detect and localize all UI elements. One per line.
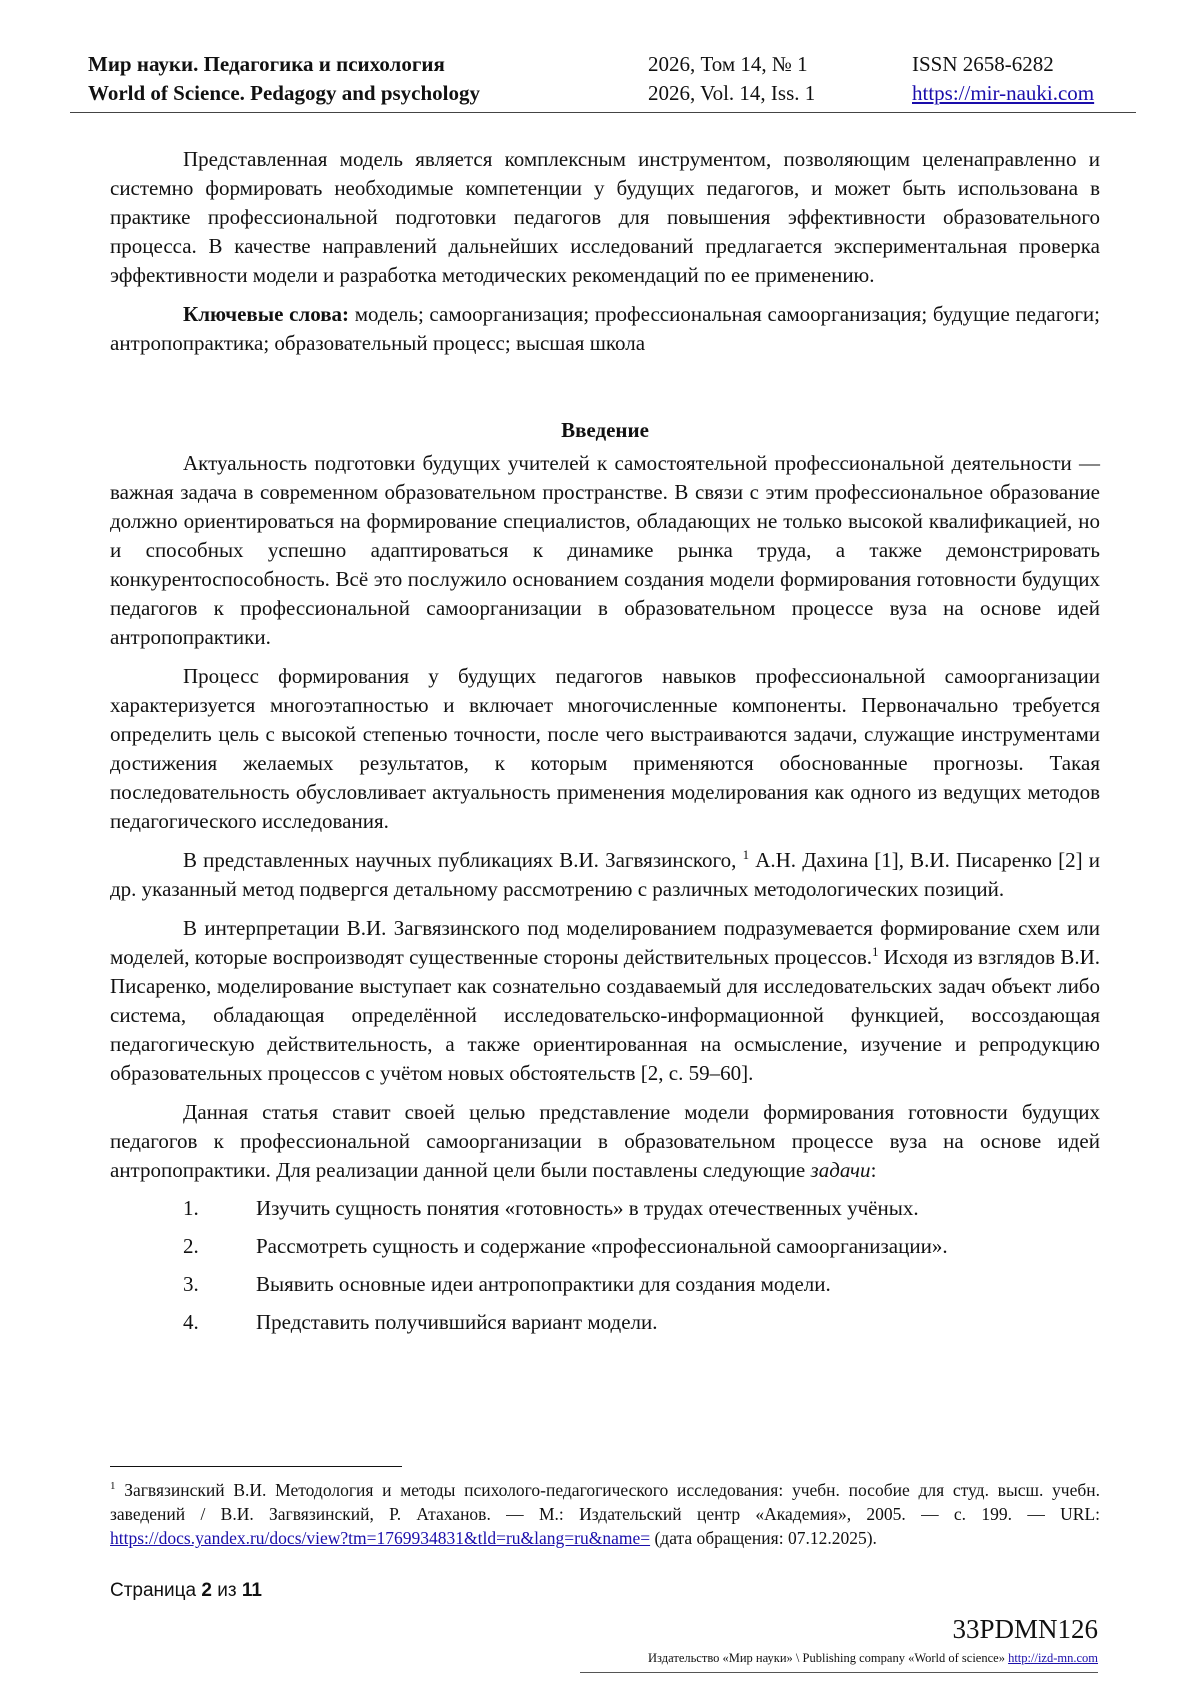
footnote-link[interactable]: https://docs.yandex.ru/docs/view?tm=1769934831&tld=ru&lang=ru&name= bbox=[110, 1528, 651, 1548]
article-body bbox=[110, 145, 1100, 1337]
issue-ru: 2026, Том 14, № 1 bbox=[648, 52, 808, 76]
publisher-line: Издательство «Мир науки» \ Publishing company «World of science» http://izd-mn.com bbox=[648, 1651, 1098, 1665]
journal-title-en: World of Science. Pedagogy and psychology bbox=[88, 81, 481, 105]
list-item-text: Выявить основные идеи антропопрактики для создания модели. bbox=[256, 1272, 831, 1296]
intro-paragraph-1: Актуальность подготовки будущих учителей к самостоятельной профессиональной деятельности — важная задача в современном образовательном пространстве. В связи с этим профессиональное образование должно ориентироваться на формирование специалистов, обладающих не только высокой квалификацией, но и способных успешно адаптироваться к динамике рынка труда, а также демонстрировать конкурентоспособность. Всё это послужило основанием создания модели формирования готовности будущих педагогов к профессиональной самоорганизации в образовательном процессе вуза на основе идей антропопрактики. bbox=[110, 451, 1100, 649]
footnote-ref[interactable]: 1 bbox=[742, 847, 750, 862]
list-item bbox=[110, 1270, 1100, 1299]
journal-site-link[interactable]: https://mir-nauki.com bbox=[912, 81, 1095, 105]
abstract-text: Представленная модель является комплексным инструментом, позволяющим целенаправленно и системно формировать необходимые компетенции у будущих педагогов, и может быть использована в практике профессиональной подготовки педагогов для повышения эффективности образовательного процесса. В качестве направлений дальнейших исследований предлагается экспериментальная проверка эффективности модели и разработка методических рекомендаций по ее применению. bbox=[110, 147, 1100, 287]
intro-paragraph-5: Данная статья ставит своей целью представление модели формирования готовности будущих педагогов к профессиональной самоорганизации в образовательном процессе вуза на основе идей антропопрактики. Для реализации данной цели были поставлены следующие задачи: bbox=[110, 1100, 1100, 1182]
list-item-number: 2. bbox=[183, 1234, 199, 1258]
footnote-divider bbox=[110, 1466, 402, 1467]
intro-paragraph-3: В представленных научных публикациях В.И. Загвязинского, $^1$ А.Н. Дахина [1], В.И. Писаренко [2] и др. указанный метод подвергся детальному рассмотрению с различных методологических позиций. bbox=[110, 847, 1101, 901]
footnote-text: Загвязинский В.И. Методология и методы психолого-педагогического исследования: учебн. пособие для студ. высш. учебн. заведений / В.И. Загвязинский, Р. Атаханов. — М.: Издательский центр «Академия», 2005. — с. 199. — URL: bbox=[110, 1480, 1100, 1524]
page-counter: Страница 2 из 11 bbox=[110, 1580, 262, 1601]
tasks-list bbox=[110, 1194, 1100, 1337]
section-title-intro: Введение bbox=[561, 418, 649, 442]
list-item-text: Изучить сущность понятия «готовность» в трудах отечественных учёных. bbox=[256, 1196, 919, 1220]
issn: ISSN 2658-6282 bbox=[912, 52, 1054, 76]
footnote-marker: 1 bbox=[110, 1480, 116, 1493]
intro-paragraph-4: В интерпретации В.И. Загвязинского под моделированием подразумевается формирование схем или моделей, которые воспроизводят существенные стороны действительных процессов.$^1$ Исходя из взглядов В.И. Писаренко, моделирование выступает как сознательно создаваемый для исследовательских задач объект либо система, обладающая определённой исследовательско-информационной функцией, воссоздающая педагогическую действительность, а также ориентированная на осмысление, изучение и репродукцию образовательных процессов с учётом новых обстоятельств [2, с. 59–60]. bbox=[110, 916, 1100, 1085]
keywords bbox=[110, 300, 1100, 358]
list-item-number: 1. bbox=[183, 1196, 199, 1220]
list-item-number: 4. bbox=[183, 1310, 199, 1334]
list-item bbox=[110, 1194, 1100, 1223]
journal-title-ru: Мир науки. Педагогика и психология bbox=[88, 52, 445, 76]
current-page: 2 bbox=[201, 1580, 212, 1601]
list-item-text: Рассмотреть сущность и содержание «профессиональной самоорганизации». bbox=[256, 1234, 948, 1258]
footnote-tail: (дата обращения: 07.12.2025). bbox=[654, 1528, 877, 1548]
footer-divider bbox=[580, 1672, 1098, 1673]
total-pages: 11 bbox=[241, 1580, 262, 1601]
footnote bbox=[110, 1478, 1100, 1550]
journal-title bbox=[88, 50, 480, 108]
keywords-list: модель; самоорганизация; профессиональная самоорганизация; будущие педагоги; антропопрактика; образовательный процесс; высшая школа bbox=[110, 302, 1101, 355]
publisher-link[interactable]: http://izd-mn.com bbox=[1008, 1651, 1098, 1665]
issue-info bbox=[648, 50, 815, 108]
article-code: 33PDMN126 bbox=[952, 1614, 1098, 1644]
list-item bbox=[110, 1232, 1100, 1261]
page-header bbox=[70, 50, 1136, 113]
footnote-ref[interactable]: 1 bbox=[872, 944, 879, 959]
keywords-label: Ключевые слова: bbox=[183, 302, 350, 326]
issue-en: 2026, Vol. 14, Iss. 1 bbox=[648, 81, 816, 105]
list-item-number: 3. bbox=[183, 1272, 199, 1296]
intro-paragraph-2: Процесс формирования у будущих педагогов навыков профессиональной самоорганизации характеризуется многоэтапностью и включает многочисленные компоненты. Первоначально требуется определить цель с высокой степенью точности, после чего выстраиваются задачи, служащие инструментами достижения желаемых результатов, к которым применяются обоснованные прогнозы. Такая последовательность обусловливает актуальность применения моделирования как одного из ведущих методов педагогического исследования. bbox=[110, 664, 1100, 833]
list-item bbox=[110, 1308, 1100, 1337]
list-item-text: Представить получившийся вариант модели. bbox=[256, 1310, 658, 1334]
issn-block bbox=[912, 50, 1094, 108]
